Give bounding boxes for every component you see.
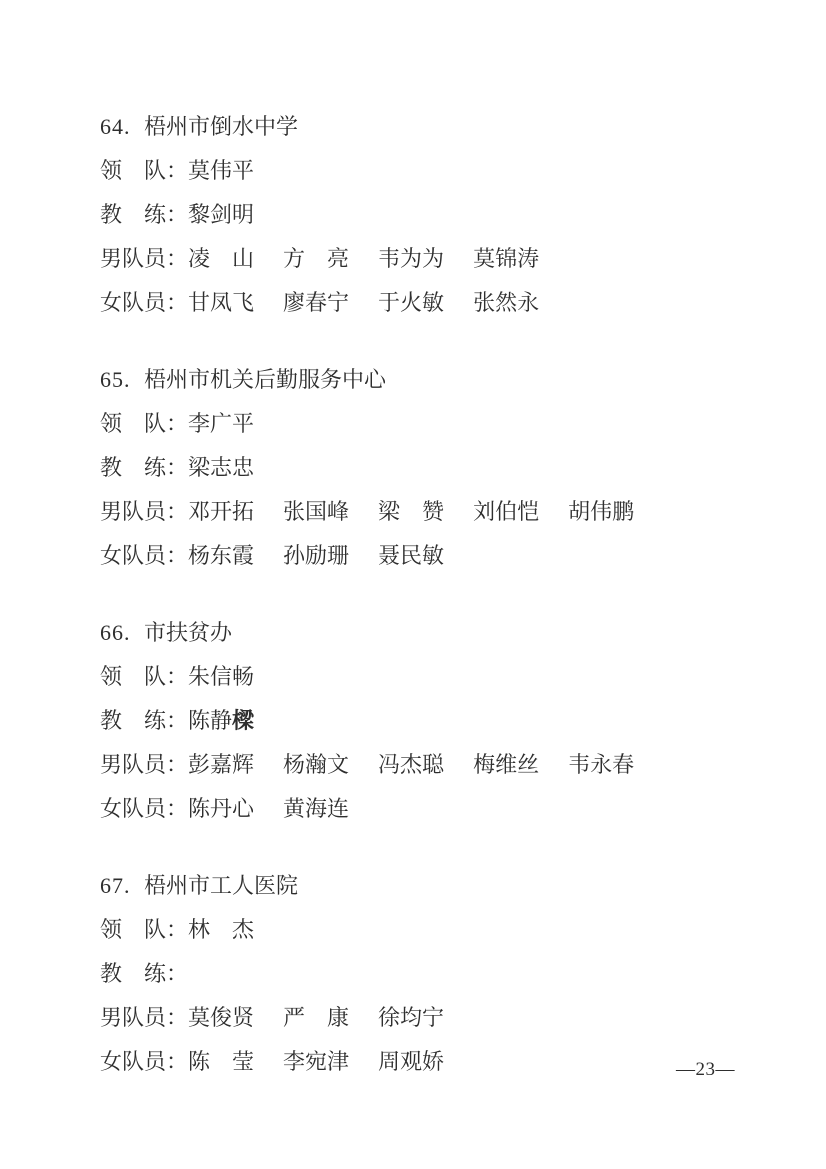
team-title-line [100, 871, 740, 915]
member-name: 梁 赞 [378, 499, 445, 524]
member-name: 李宛津 [283, 1049, 350, 1074]
leader-name: 莫伟平 [188, 158, 255, 183]
member-name: 孙励珊 [283, 543, 350, 568]
member-name: 张然永 [473, 290, 540, 315]
team-number: 64. [100, 114, 131, 139]
team-org-name: 市扶贫办 [144, 620, 233, 645]
team-title-line [100, 365, 740, 409]
member-name: 韦为为 [378, 246, 445, 271]
leader-name: 朱信畅 [188, 664, 255, 689]
member-name: 方 亮 [283, 246, 350, 271]
male-members-line [100, 750, 740, 794]
female-members-list [188, 1047, 444, 1077]
female-members-label: 女队员： [100, 796, 189, 821]
member-name: 胡伟鹏 [568, 499, 635, 524]
coach-label: 教 练： [100, 708, 189, 733]
member-name: 张国峰 [283, 499, 350, 524]
team-number: 67. [100, 873, 131, 898]
male-members-list [188, 750, 634, 780]
male-members-list [188, 244, 539, 274]
team-org-name: 梧州市工人医院 [144, 873, 299, 898]
team-title-line [100, 618, 740, 662]
female-members-list [188, 794, 349, 824]
member-name: 陈 莹 [188, 1049, 255, 1074]
member-name: 徐均宁 [378, 1005, 445, 1030]
team-number: 66. [100, 620, 131, 645]
member-name: 于火敏 [378, 290, 445, 315]
coach-label: 教 练： [100, 961, 189, 986]
female-members-label: 女队员： [100, 543, 189, 568]
member-name: 梅维丝 [473, 752, 540, 777]
leader-label: 领 队： [100, 664, 189, 689]
male-members-list [188, 1003, 444, 1033]
leader-line [100, 662, 740, 706]
male-members-label: 男队员： [100, 499, 189, 524]
female-members-list [188, 541, 444, 571]
male-members-list [188, 497, 634, 527]
female-members-line [100, 794, 740, 838]
male-members-label: 男队员： [100, 752, 189, 777]
leader-name: 林 杰 [188, 917, 255, 942]
coach-label: 教 练： [100, 202, 189, 227]
female-members-line [100, 1047, 740, 1091]
member-name: 莫锦涛 [473, 246, 540, 271]
member-name: 聂民敏 [378, 543, 445, 568]
leader-label: 领 队： [100, 411, 189, 436]
coach-name: 黎剑明 [188, 202, 255, 227]
coach-label: 教 练： [100, 455, 189, 480]
coach-name-bold: 樑 [232, 708, 255, 733]
coach-name: 梁志忠 [188, 455, 255, 480]
coach-line [100, 706, 740, 750]
team-org-name: 梧州市机关后勤服务中心 [144, 367, 387, 392]
male-members-line [100, 1003, 740, 1047]
leader-label: 领 队： [100, 917, 189, 942]
male-members-line [100, 244, 740, 288]
member-name: 莫俊贤 [188, 1005, 255, 1030]
team-org-name: 梧州市倒水中学 [144, 114, 299, 139]
member-name: 陈丹心 [188, 796, 255, 821]
female-members-label: 女队员： [100, 1049, 189, 1074]
member-name: 邓开拓 [188, 499, 255, 524]
member-name: 凌 山 [188, 246, 255, 271]
team-block-67 [100, 871, 740, 1091]
leader-line [100, 915, 740, 959]
member-name: 严 康 [283, 1005, 350, 1030]
coach-line [100, 959, 740, 1003]
team-block-65 [100, 365, 740, 585]
leader-label: 领 队： [100, 158, 189, 183]
leader-line [100, 409, 740, 453]
page-content [100, 112, 740, 1124]
member-name: 甘凤飞 [188, 290, 255, 315]
member-name: 冯杰聪 [378, 752, 445, 777]
leader-line [100, 156, 740, 200]
member-name: 廖春宁 [283, 290, 350, 315]
member-name: 周观娇 [378, 1049, 445, 1074]
male-members-line [100, 497, 740, 541]
member-name: 杨瀚文 [283, 752, 350, 777]
team-block-64 [100, 112, 740, 332]
page-number: —23— [676, 1059, 735, 1080]
male-members-label: 男队员： [100, 1005, 189, 1030]
member-name: 黄海连 [283, 796, 350, 821]
male-members-label: 男队员： [100, 246, 189, 271]
female-members-label: 女队员： [100, 290, 189, 315]
team-title-line [100, 112, 740, 156]
team-block-66 [100, 618, 740, 838]
female-members-line [100, 288, 740, 332]
team-number: 65. [100, 367, 131, 392]
member-name: 彭嘉辉 [188, 752, 255, 777]
coach-line [100, 200, 740, 244]
member-name: 韦永春 [568, 752, 635, 777]
coach-line [100, 453, 740, 497]
member-name: 刘伯恺 [473, 499, 540, 524]
female-members-list [188, 288, 539, 318]
member-name: 杨东霞 [188, 543, 255, 568]
leader-name: 李广平 [188, 411, 255, 436]
female-members-line [100, 541, 740, 585]
coach-name: 陈静 [188, 708, 233, 733]
